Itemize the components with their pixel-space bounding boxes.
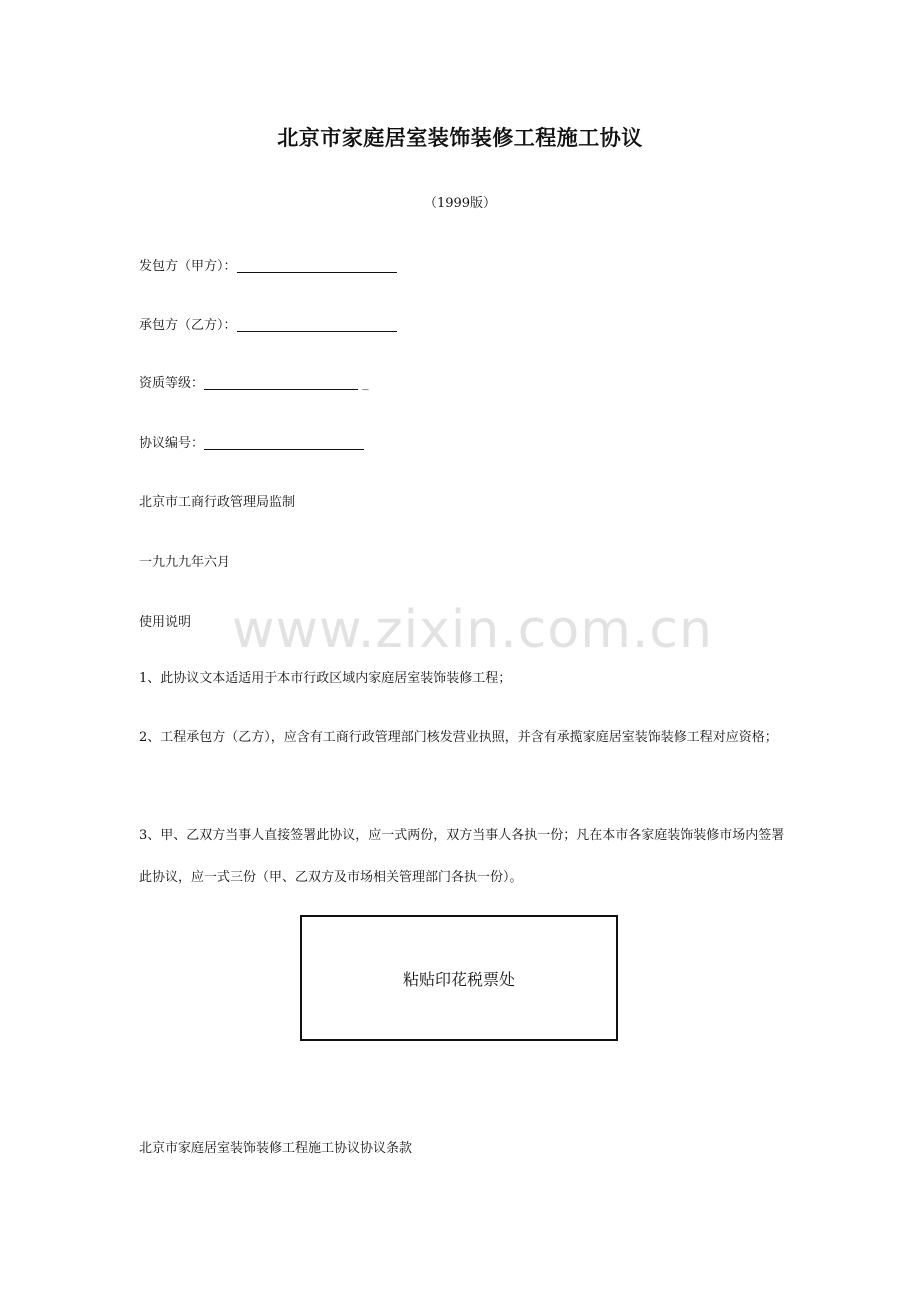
watermark: www.zixin.com.cn [232,600,713,660]
qualification-blank[interactable] [204,375,358,390]
qualification-field [139,372,369,391]
contractor-label: 承包方（乙方）： [139,318,237,333]
contractor-field [139,314,397,333]
agreement-no-field [139,432,364,451]
instruction-item-2: 2、工程承包方（乙方），应含有工商行政管理部门核发营业执照，并含有承揽家庭居室装饰装修工程对应资格； [139,730,778,745]
tax-stamp-label: 粘贴印花税票处 [402,969,515,989]
qualification-label: 资质等级： [139,376,205,391]
client-blank[interactable] [237,258,397,273]
date-text: 一九九九年六月 [139,555,231,570]
client-label: 发包方（甲方）： [139,259,237,274]
instruction-item-3: 3、甲、乙双方当事人直接签署此协议，应一式两份，双方当事人各执一份；凡在本市各家庭装饰装修市场内签署此协议，应一式三份（甲、乙双方及市场相关管理部门各执一份）。 [139,828,785,885]
client-field [139,255,397,274]
contractor-blank[interactable] [237,317,397,332]
instructions-heading: 使用说明 [139,615,192,630]
terms-heading: 北京市家庭居室装饰装修工程施工协议协议条款 [139,1141,413,1156]
agreement-no-blank[interactable] [204,435,364,450]
supervisor-text: 北京市工商行政管理局监制 [139,495,296,510]
qualification-suffix: _ [362,376,369,391]
agreement-no-label: 协议编号： [139,436,205,451]
edition-label: （1999版） [423,196,497,211]
document-title: 北京市家庭居室装饰装修工程施工协议 [277,125,643,150]
tax-stamp-box [300,915,618,1041]
instruction-item-1: 1、此协议文本适适用于本市行政区域内家庭居室装饰装修工程； [139,671,512,686]
